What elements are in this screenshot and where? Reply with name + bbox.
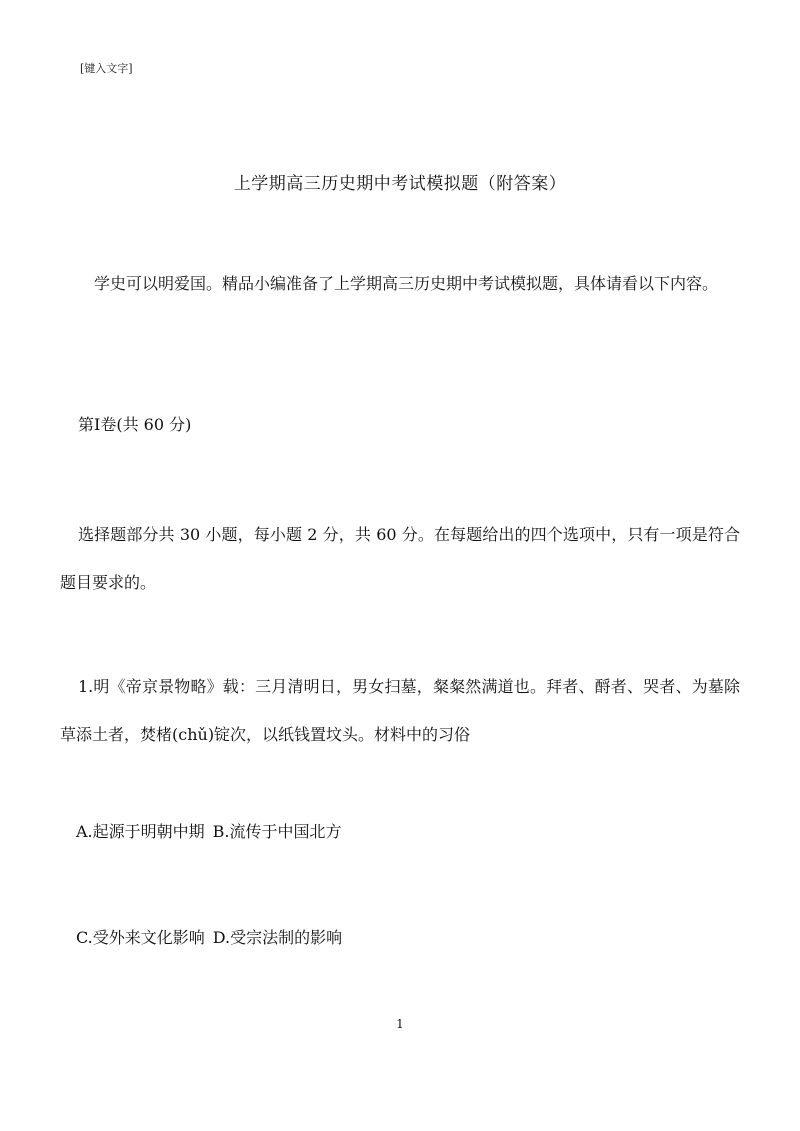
document-title: 上学期高三历史期中考试模拟题（附答案） xyxy=(233,174,567,194)
options-row-ab xyxy=(76,820,736,844)
intro-paragraph: 学史可以明爱国。精品小编准备了上学期高三历史期中考试模拟题，具体请看以下内容。 xyxy=(94,274,719,293)
option-b: B.流传于中国北方 xyxy=(212,822,342,841)
section-heading: 第Ⅰ卷(共 60 分) xyxy=(78,415,192,434)
page-number: 1 xyxy=(396,1017,404,1031)
options-row-cd xyxy=(76,926,736,950)
question-stem: 1.明《帝京景物略》载：三月清明日，男女扫墓，粲粲然满道也。拜者、酹者、哭者、为墓除草添土者，焚楮(chǔ)锭次，以纸钱置坟头。材料中的习俗 xyxy=(60,677,740,744)
option-c: C.受外来文化影响 xyxy=(76,928,205,947)
instructions-paragraph: 选择题部分共 30 小题，每小题 2 分，共 60 分。在每题给出的四个选项中，只有一项是符合题目要求的。 xyxy=(60,525,740,592)
page-header: [键入文字] xyxy=(80,62,133,75)
option-d: D.受宗法制的影响 xyxy=(212,928,343,947)
option-a: A.起源于明朝中期 xyxy=(76,822,205,841)
